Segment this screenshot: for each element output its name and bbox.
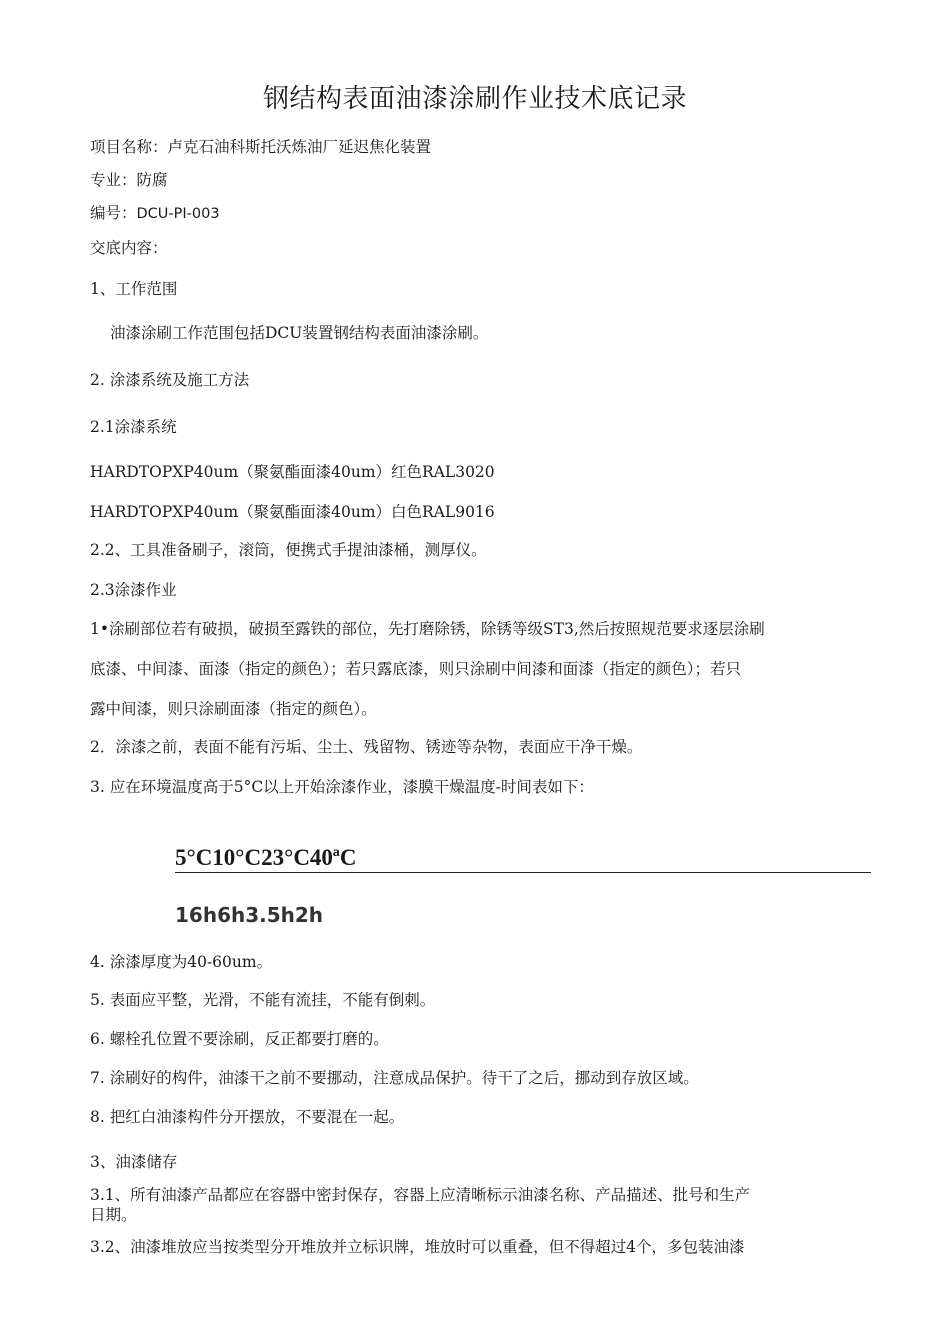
content-label: 交底内容：: [90, 239, 168, 257]
item-4: 4. 涂漆厚度为40-60um。: [90, 953, 273, 971]
discipline-line: 专业：防腐: [90, 171, 168, 189]
item-1-line-2: 底漆、中间漆、面漆（指定的颜色）；若只露底漆，则只涂刷中间漆和面漆（指定的颜色）；若只: [90, 660, 742, 678]
item-8: 8. 把红白油漆构件分开摆放，不要混在一起。: [90, 1108, 405, 1126]
document-number-label: 编号：: [90, 204, 137, 222]
section-2-heading: 2. 涂漆系统及施工方法: [90, 371, 250, 389]
document-number-line: [90, 206, 220, 222]
section-2-3-heading: 2.3涂漆作业: [90, 581, 177, 599]
section-3-heading: 3、油漆储存: [90, 1153, 178, 1171]
item-7: 7. 涂刷好的构件，油漆干之前不要挪动，注意成品保护。待干了之后，挪动到存放区域。: [90, 1069, 699, 1087]
item-1-line-1: 1•涂刷部位若有破损，破损至露铁的部位，先打磨除锈，除锈等级ST3,然后按照规范要求逐层涂刷: [90, 620, 765, 638]
document-title: 钢结构表面油漆涂刷作业技术底记录: [262, 84, 687, 114]
document-number-value: DCU-PI-003: [136, 206, 220, 222]
item-1-line-3: 露中间漆，则只涂刷面漆（指定的颜色）。: [90, 700, 377, 718]
drying-temperature-row: 5°C10°C23°C40ªC: [175, 846, 871, 873]
item-3: 3. 应在环境温度高于5°C以上开始涂漆作业，漆膜干燥温度-时间表如下：: [90, 778, 594, 796]
section-2-1-heading: 2.1涂漆系统: [90, 418, 177, 436]
section-3-1-line-1: 3.1、所有油漆产品都应在容器中密封保存，容器上应清晰标示油漆名称、产品描述、批号和生产: [90, 1186, 751, 1204]
project-name-line: 项目名称：卢克石油科斯托沃炼油厂延迟焦化装置: [90, 138, 432, 156]
item-5: 5. 表面应平整，光滑，不能有流挂，不能有倒刺。: [90, 991, 436, 1009]
section-1-heading: 1、工作范围: [90, 280, 178, 298]
coating-system-white: HARDTOPXP40um（聚氨酯面漆40um）白色RAL9016: [90, 503, 495, 521]
item-2: 2．涂漆之前，表面不能有污垢、尘土、残留物、锈迹等杂物，表面应干净干燥。: [90, 738, 643, 756]
section-2-2-tools: 2.2、工具准备刷子，滚筒，便携式手提油漆桶，测厚仪。: [90, 541, 487, 559]
coating-system-red: HARDTOPXP40um（聚氨酯面漆40um）红色RAL3020: [90, 463, 495, 481]
section-1-text: 油漆涂刷工作范围包括DCU装置钢结构表面油漆涂刷。: [110, 324, 489, 342]
section-3-2: 3.2、油漆堆放应当按类型分开堆放并立标识牌，堆放时可以重叠，但不得超过4个，多包装油漆: [90, 1238, 745, 1256]
drying-time-row: 16h6h3.5h2h: [175, 903, 324, 927]
section-3-1-line-2: 日期。: [90, 1206, 137, 1224]
item-6: 6. 螺栓孔位置不要涂刷，反正都要打磨的。: [90, 1030, 389, 1048]
